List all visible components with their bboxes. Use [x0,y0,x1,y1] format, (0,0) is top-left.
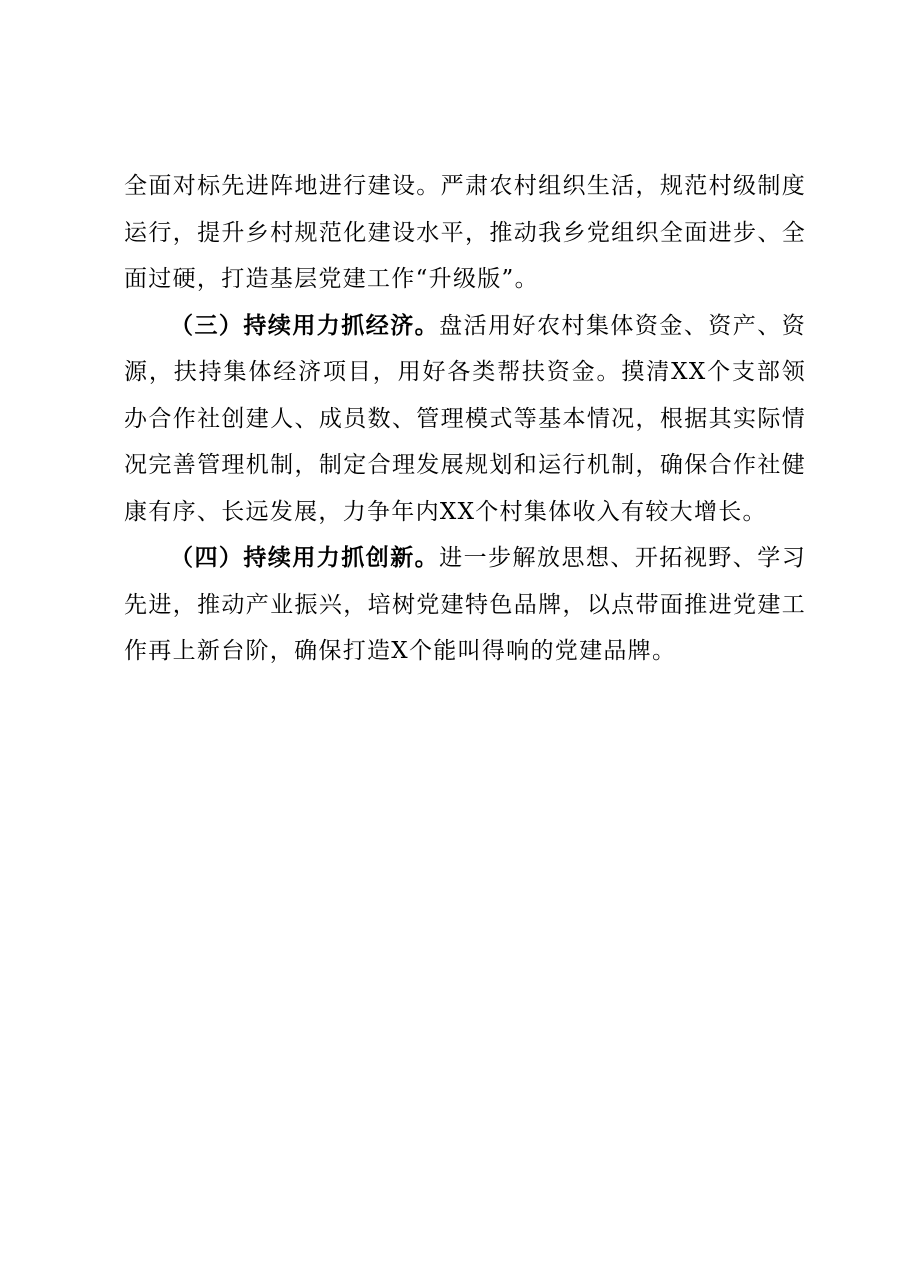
document-body [124,163,806,675]
paragraph-innovation [124,535,806,675]
paragraph-body: 盘活用好农村集体资金、资产、资源，扶持集体经济项目，用好各类帮扶资金。摸清XX个支部领办合作社创建人、成员数、管理模式等基本情况，根据其实际情况完善管理机制，制定合理发展规划和运行机制，确保合作社健康有序、长远发展，力争年内XX个村集体收入有较大增长。 [124,312,807,525]
section-heading-economy: （三）持续用力抓经济。 [170,312,440,339]
section-heading-innovation: （四）持续用力抓创新。 [170,545,440,571]
paragraph-body: 全面对标先进阵地进行建设。严肃农村组织生活，规范村级制度运行，提升乡村规范化建设水平，推动我乡党组织全面进步、全面过硬，打造基层党建工作“升级版”。 [124,173,806,292]
paragraph-continuation [124,163,806,303]
paragraph-body: 进一步解放思想、开拓视野、学习先进，推动产业振兴，培树党建特色品牌，以点带面推进党建工作再上新台阶，确保打造X个能叫得响的党建品牌。 [124,545,807,664]
paragraph-economy [124,303,806,536]
